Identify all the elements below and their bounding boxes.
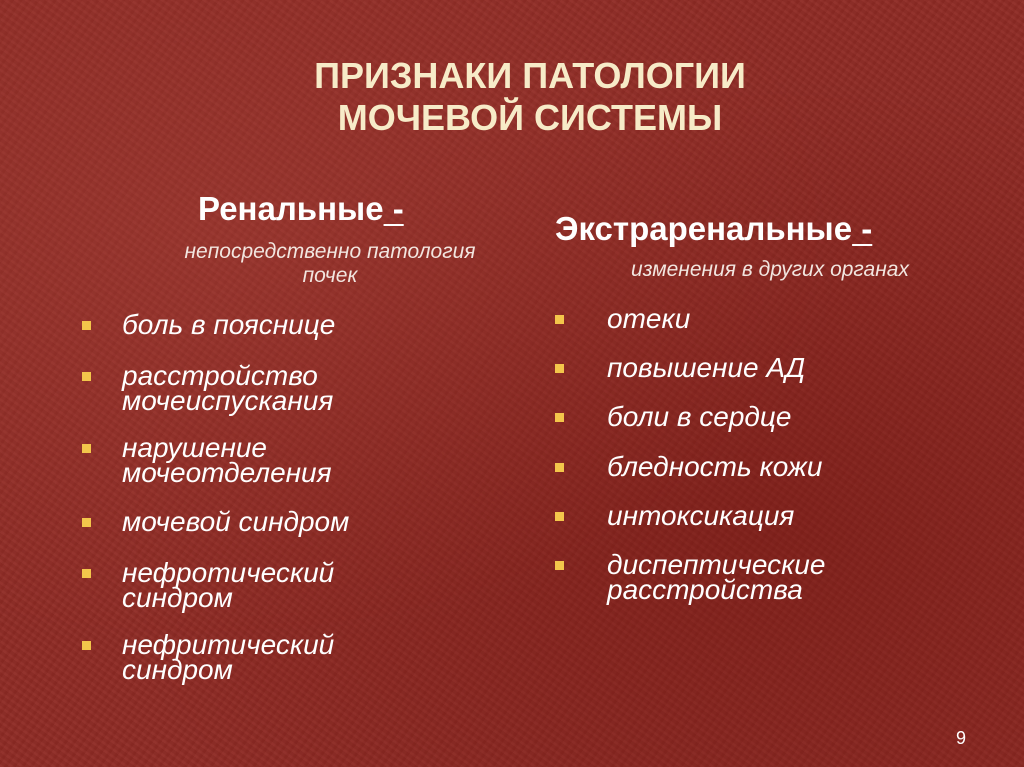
renal-list-item [122,360,334,416]
bullet-icon [82,321,91,330]
extrarenal-list-item [607,549,826,605]
extrarenal-list-item [607,500,795,531]
renal-item-line: мочеиспускания [122,385,334,416]
extrarenal-list-item [607,451,823,482]
bullet-icon [82,641,91,650]
renal-heading-text: Ренальные [198,190,384,227]
extrarenal-list-item [607,401,792,432]
extrarenal-item-line: интоксикация [607,500,795,531]
extrarenal-heading-text: Экстраренальные [555,210,853,247]
renal-subtitle-line-1: непосредственно патология [184,240,476,263]
renal-list-item [122,629,335,685]
bullet-icon [555,561,564,570]
renal-item-line: синдром [122,654,233,685]
bullet-icon [82,372,91,381]
extrarenal-subtitle: изменения в других органах [631,258,909,281]
renal-item-line: расстройство [122,360,318,391]
bullet-icon [555,315,564,324]
renal-item-line: мочеотделения [122,457,332,488]
renal-item-line: боль в пояснице [122,309,336,340]
extrarenal-item-line: диспептические [607,549,826,580]
renal-list-item [122,506,350,537]
title-line-2: МОЧЕВОЙ СИСТЕМЫ [337,97,723,138]
bullet-icon [82,444,91,453]
extrarenal-item-line: расстройства [607,574,803,605]
bullet-icon [555,463,564,472]
bullet-icon [82,569,91,578]
bullet-icon [555,364,564,373]
page-number: 9 [955,728,966,748]
renal-item-line: нефритический [122,629,335,660]
extrarenal-heading [555,210,872,248]
bullet-icon [82,518,91,527]
renal-item-line: мочевой синдром [122,506,350,537]
extrarenal-item-line: повышение АД [607,352,806,383]
bullet-icon [555,512,564,521]
renal-list-item [122,309,336,340]
extrarenal-item-line: боли в сердце [607,401,792,432]
extrarenal-heading-dash: - [852,210,873,247]
slide-title [0,55,1024,139]
title-line-1: ПРИЗНАКИ ПАТОЛОГИИ [314,55,746,96]
extrarenal-item-line: отеки [607,303,691,334]
bullet-icon [555,413,564,422]
extrarenal-list-item [607,303,691,334]
renal-list-item [122,557,335,613]
renal-list-item [122,432,332,488]
renal-item-line: нефротический [122,557,335,588]
renal-item-line: синдром [122,582,233,613]
extrarenal-item-line: бледность кожи [607,451,823,482]
renal-subtitle [120,240,540,288]
renal-subtitle-line-2: почек [302,264,358,287]
renal-item-line: нарушение [122,432,267,463]
extrarenal-list-item [607,352,806,383]
renal-heading-dash: - [383,190,404,227]
renal-heading [198,190,404,228]
